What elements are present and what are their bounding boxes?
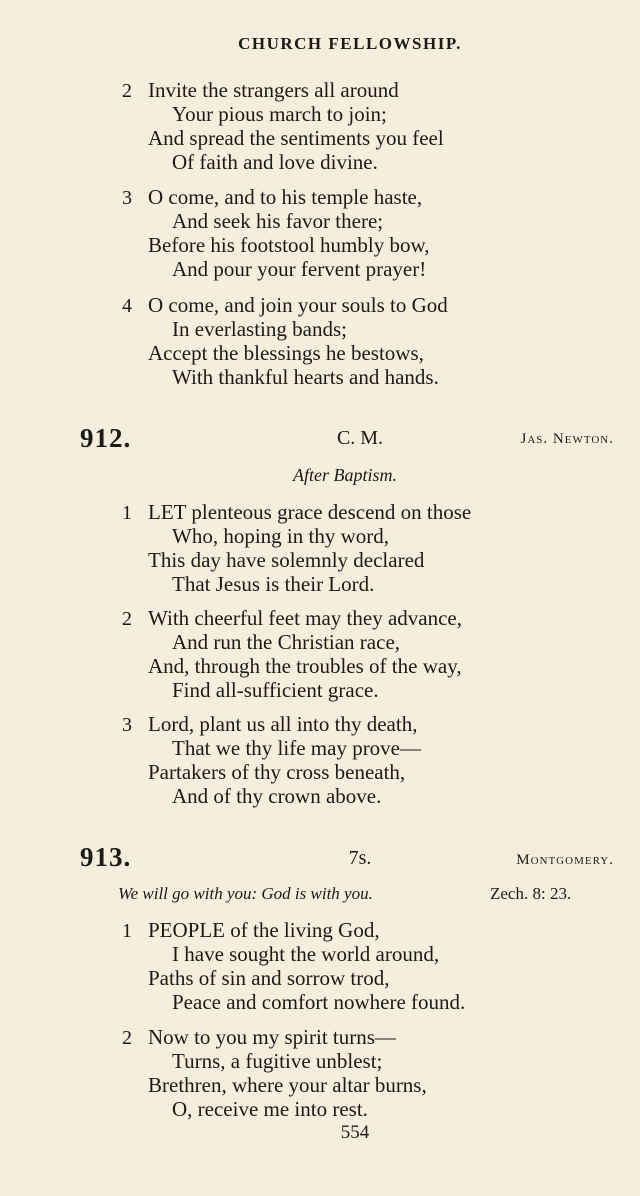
stanza-number: 3 — [122, 187, 132, 209]
hymn-author: Jas. Newton. — [520, 431, 614, 447]
verse-line: Lord, plant us all into thy death, — [148, 712, 418, 736]
stanza-number: 2 — [122, 1027, 132, 1049]
verse-line: Now to you my spirit turns— — [148, 1025, 396, 1049]
hymn-subtitle: After Baptism. — [293, 465, 397, 485]
hymn-number: 912. — [80, 423, 132, 453]
hymn-meter: C. M. — [336, 427, 384, 449]
verse-line: I have sought the world around, — [172, 942, 440, 966]
stanza-number: 4 — [122, 295, 132, 317]
hymn-author: Montgomery. — [516, 852, 614, 868]
verse-line: With thankful hearts and hands. — [172, 365, 439, 389]
verse-line: LET plenteous grace descend on those — [148, 500, 472, 524]
verse-line: Paths of sin and sorrow trod, — [148, 966, 390, 990]
verse-line: And pour your fervent prayer! — [172, 257, 427, 281]
stanza-number: 2 — [122, 608, 132, 630]
verse-line: Peace and comfort nowhere found. — [172, 990, 466, 1014]
running-title: CHURCH FELLOWSHIP. — [238, 34, 462, 53]
verse-line: Of faith and love divine. — [172, 150, 378, 174]
verse-line: In everlasting bands; — [172, 317, 347, 341]
page-number: 554 — [340, 1122, 370, 1143]
hymn-meter: 7s. — [348, 847, 372, 869]
verse-line: And, through the troubles of the way, — [148, 654, 462, 678]
verse-line: Your pious march to join; — [172, 102, 387, 126]
verse-line: Partakers of thy cross beneath, — [148, 760, 406, 784]
verse-line: And seek his favor there; — [172, 209, 384, 233]
verse-line: This day have solemnly declared — [148, 548, 425, 572]
stanza-number: 1 — [122, 502, 132, 524]
hymn-epigraph: We will go with you: God is with you. — [118, 884, 373, 903]
verse-line: And spread the sentiments you feel — [148, 126, 444, 150]
hymn-number: 913. — [80, 842, 132, 872]
verse-line: Invite the strangers all around — [148, 78, 399, 102]
verse-line: Before his footstool humbly bow, — [148, 233, 430, 257]
verse-line: Find all-sufficient grace. — [172, 678, 379, 702]
verse-line: Who, hoping in thy word, — [172, 524, 389, 548]
stanza-number: 3 — [122, 714, 132, 736]
verse-line: O come, and to his temple haste, — [148, 185, 423, 209]
verse-line: And of thy crown above. — [172, 784, 382, 808]
verse-line: Accept the blessings he bestows, — [148, 341, 424, 365]
stanza-number: 1 — [122, 920, 132, 942]
scripture-reference: Zech. 8: 23. — [490, 884, 572, 903]
verse-line: Turns, a fugitive unblest; — [172, 1049, 383, 1073]
verse-line: That we thy life may prove— — [172, 736, 422, 760]
verse-line: With cheerful feet may they advance, — [148, 606, 462, 630]
verse-line: PEOPLE of the living God, — [148, 918, 380, 942]
verse-line: O, receive me into rest. — [172, 1097, 368, 1121]
verse-line: That Jesus is their Lord. — [172, 572, 375, 596]
stanza-number: 2 — [122, 80, 132, 102]
verse-line: Brethren, where your altar burns, — [148, 1073, 427, 1097]
verse-line: And run the Christian race, — [172, 630, 401, 654]
verse-line: O come, and join your souls to God — [148, 293, 448, 317]
